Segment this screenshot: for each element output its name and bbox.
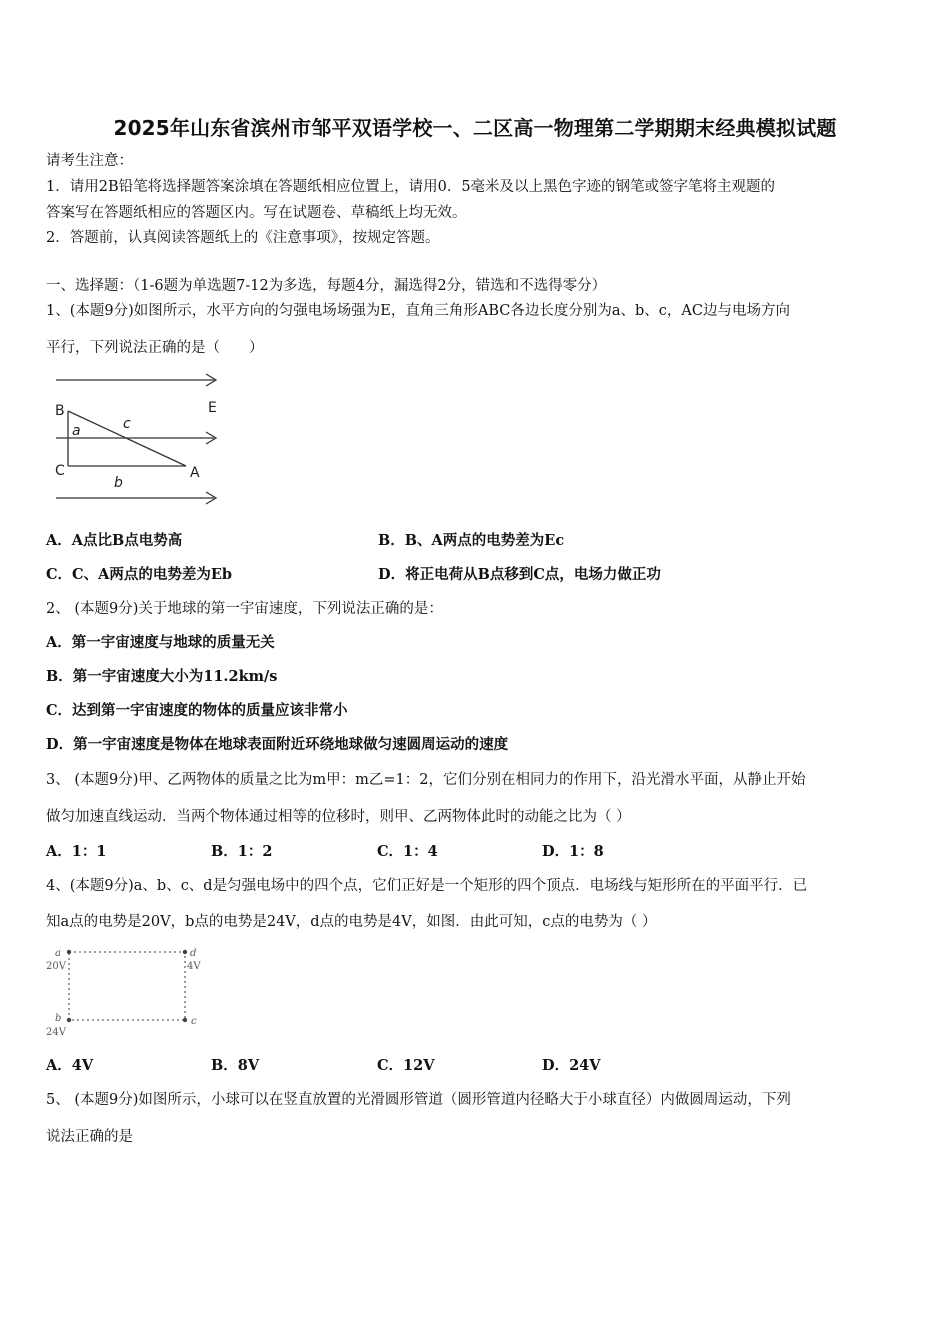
q3-stem-line-2: 做匀加速直线运动．当两个物体通过相等的位移时，则甲、乙两物体此时的动能之比为（ ）: [46, 809, 631, 825]
q4-option-a[interactable]: A．4V: [46, 1057, 94, 1074]
fig4-label-c: c: [191, 1016, 197, 1027]
q1-option-d[interactable]: D．将正电荷从B点移到C点，电场力做正功: [378, 566, 661, 583]
fig1-label-A: A: [190, 465, 200, 481]
fig4-label-a: a: [55, 948, 61, 959]
page-title: 2025年山东省滨州市邹平双语学校一、二区高一物理第二学期期末经典模拟试题: [113, 116, 837, 140]
notice-item-1-line-1: 1．请用2B铅笔将选择题答案涂填在答题纸相应位置上，请用0．5毫米及以上黑色字迹的钢笔或签字笔将主观题的: [46, 179, 776, 195]
q3-option-b[interactable]: B．1：2: [211, 843, 273, 860]
q2-stem: 2、 (本题9分)关于地球的第一宇宙速度，下列说法正确的是：: [46, 601, 443, 617]
fig4-label-b-voltage: 24V: [46, 1027, 66, 1038]
q3-option-c[interactable]: C．1：4: [377, 843, 438, 860]
notice-heading: 请考生注意：: [46, 153, 133, 169]
point-c: [183, 1018, 187, 1022]
notice-item-1-line-2: 答案写在答题纸相应的答题区内。写在试题卷、草稿纸上均无效。: [46, 205, 467, 221]
fig1-label-E: E: [208, 400, 217, 416]
point-b: [67, 1018, 71, 1022]
q1-option-b[interactable]: B．B、A两点的电势差为Ec: [378, 532, 565, 549]
q3-option-d[interactable]: D．1：8: [542, 843, 604, 860]
q4-stem-line-2: 知a点的电势是20V，b点的电势是24V，d点的电势是4V，如图．由此可知，c点的电势为（ ）: [46, 914, 657, 930]
point-a: [67, 950, 71, 954]
q1-option-a[interactable]: A．A点比B点电势高: [46, 532, 183, 549]
q1-triangle-field-figure: [50, 366, 230, 516]
fig4-label-d-voltage: 4V: [187, 961, 201, 972]
q4-rectangle-figure: [44, 942, 214, 1042]
fig4-label-d: d: [190, 948, 197, 959]
notice-item-2: 2．答题前，认真阅读答题纸上的《注意事项》，按规定答题。: [46, 230, 440, 246]
q4-option-d[interactable]: D．24V: [542, 1057, 601, 1074]
q2-option-d[interactable]: D．第一宇宙速度是物体在地球表面附近环绕地球做匀速圆周运动的速度: [46, 736, 509, 753]
fig1-label-a: a: [72, 423, 81, 439]
fig1-label-B: B: [55, 403, 65, 419]
q4-option-b[interactable]: B．8V: [211, 1057, 260, 1074]
q4-option-c[interactable]: C．12V: [377, 1057, 435, 1074]
dashed-rectangle: [69, 952, 185, 1020]
section-heading: 一、选择题：（1-6题为单选题7-12为多选，每题4分，漏选得2分，错选和不选得零分）: [46, 278, 607, 294]
point-d: [183, 950, 187, 954]
q4-stem-line-1: 4、(本题9分)a、b、c、d是匀强电场中的四个点，它们正好是一个矩形的四个顶点．电场线与矩形所在的平面平行．已: [46, 878, 808, 894]
q3-stem-line-1: 3、 (本题9分)甲、乙两物体的质量之比为m甲：m乙=1：2，它们分别在相同力的作用下，沿光滑水平面，从静止开始: [46, 772, 806, 788]
fig4-label-a-voltage: 20V: [46, 961, 66, 972]
q2-option-b[interactable]: B．第一宇宙速度大小为11.2km/s: [46, 668, 278, 685]
fig1-label-C: C: [55, 463, 65, 479]
q1-stem-line-1: 1、(本题9分)如图所示，水平方向的匀强电场场强为E，直角三角形ABC各边长度分别为a、b、c，AC边与电场方向: [46, 303, 790, 319]
q2-option-a[interactable]: A．第一宇宙速度与地球的质量无关: [46, 634, 275, 651]
q5-stem-line-2: 说法正确的是: [46, 1129, 133, 1145]
q1-option-c[interactable]: C．C、A两点的电势差为Eb: [46, 566, 233, 583]
q3-option-a[interactable]: A．1：1: [46, 843, 107, 860]
q2-option-c[interactable]: C．达到第一宇宙速度的物体的质量应该非常小: [46, 702, 348, 719]
fig1-label-c: c: [123, 416, 131, 432]
q5-stem-line-1: 5、 (本题9分)如图所示，小球可以在竖直放置的光滑圆形管道（圆形管道内径略大于小球直径）内做圆周运动，下列: [46, 1092, 791, 1108]
fig4-label-b: b: [55, 1013, 62, 1024]
q1-stem-line-2: 平行，下列说法正确的是（ ）: [46, 340, 264, 356]
fig1-label-b: b: [114, 475, 123, 491]
